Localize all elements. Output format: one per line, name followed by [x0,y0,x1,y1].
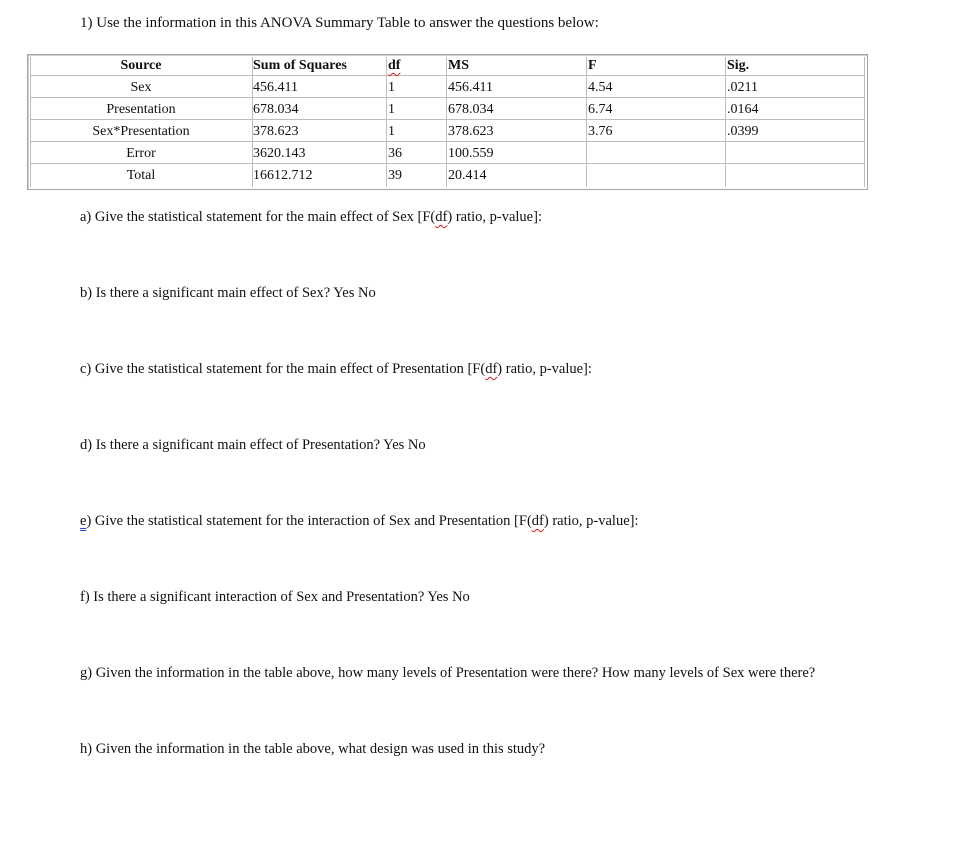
header-df-text: df [388,58,401,73]
question-d: d) Is there a significant main effect of Presentation? Yes No [80,437,426,453]
anova-summary-table [27,54,868,190]
row-sex-sig: .0211 [727,80,758,95]
row-error-df: 36 [388,146,402,161]
header-f: F [588,58,597,73]
table-row-divider [30,119,865,120]
table-column-divider [864,57,865,187]
question-b: b) Is there a significant main effect of Sex? Yes No [80,285,376,301]
row-sex-f: 4.54 [588,80,613,95]
row-error-sig [725,145,864,162]
row-sex-df: 1 [388,80,395,95]
row-total-f [586,167,725,184]
question-g: g) Given the information in the table above, how many levels of Presentation were there? How many levels of Sex were there? [80,665,816,681]
question-h: h) Given the information in the table above, what design was used in this study? [80,741,546,757]
grammar-check-letter: e [80,513,87,529]
header-ms: MS [448,58,469,73]
row-total-source: Total [126,168,156,183]
row-presentation-df: 1 [388,102,395,117]
table-row-divider [30,141,865,142]
question-f: f) Is there a significant interaction of Sex and Presentation? Yes No [80,589,470,605]
question-a [80,208,542,226]
row-interaction-f: 3.76 [588,124,613,139]
row-presentation-f: 6.74 [588,102,613,117]
table-row-divider [30,163,865,164]
row-error-source: Error [126,146,156,161]
spellcheck-df: df [531,513,544,529]
spellcheck-df: df [485,361,498,377]
row-interaction-sig: .0399 [727,124,759,139]
row-error-ss: 3620.143 [253,146,306,161]
row-interaction-source: Sex*Presentation [92,124,190,139]
header-sum-of-squares: Sum of Squares [253,58,347,73]
row-total-ss: 16612.712 [253,168,313,183]
row-sex-ms: 456.411 [448,80,493,95]
header-df [386,57,444,74]
row-interaction-ss: 378.623 [253,124,299,139]
intro-instruction: 1) Use the information in this ANOVA Summary Table to answer the questions below: [80,15,599,31]
question-e-text-end: ) ratio, p-value]: [543,513,639,529]
question-e-text-start: ) Give the statistical statement for the interaction of Sex and Presentation [F( [86,513,532,529]
row-interaction-ms: 378.623 [448,124,494,139]
row-error-f [586,145,725,162]
question-c-text-start: c) Give the statistical statement for the main effect of Presentation [F( [80,361,486,377]
row-error-ms: 100.559 [448,146,494,161]
header-source: Source [120,58,162,73]
question-c-text-end: ) ratio, p-value]: [497,361,592,377]
header-sig: Sig. [727,58,750,73]
question-a-text-start: a) Give the statistical statement for the main effect of Sex [F( [80,209,436,225]
row-presentation-ss: 678.034 [253,102,299,117]
row-presentation-sig: .0164 [727,102,759,117]
table-row-divider [30,75,865,76]
row-sex-ss: 456.411 [253,80,298,95]
row-total-sig [725,167,864,184]
spellcheck-df: df [435,209,448,225]
question-e [80,512,639,530]
row-sex-source: Sex [130,80,152,95]
row-total-ms: 20.414 [448,168,487,183]
question-a-text-end: ) ratio, p-value]: [447,209,542,225]
table-row-divider [30,97,865,98]
row-presentation-ms: 678.034 [448,102,494,117]
row-presentation-source: Presentation [106,102,176,117]
question-c [80,360,592,378]
row-interaction-df: 1 [388,124,395,139]
row-total-df: 39 [388,168,402,183]
